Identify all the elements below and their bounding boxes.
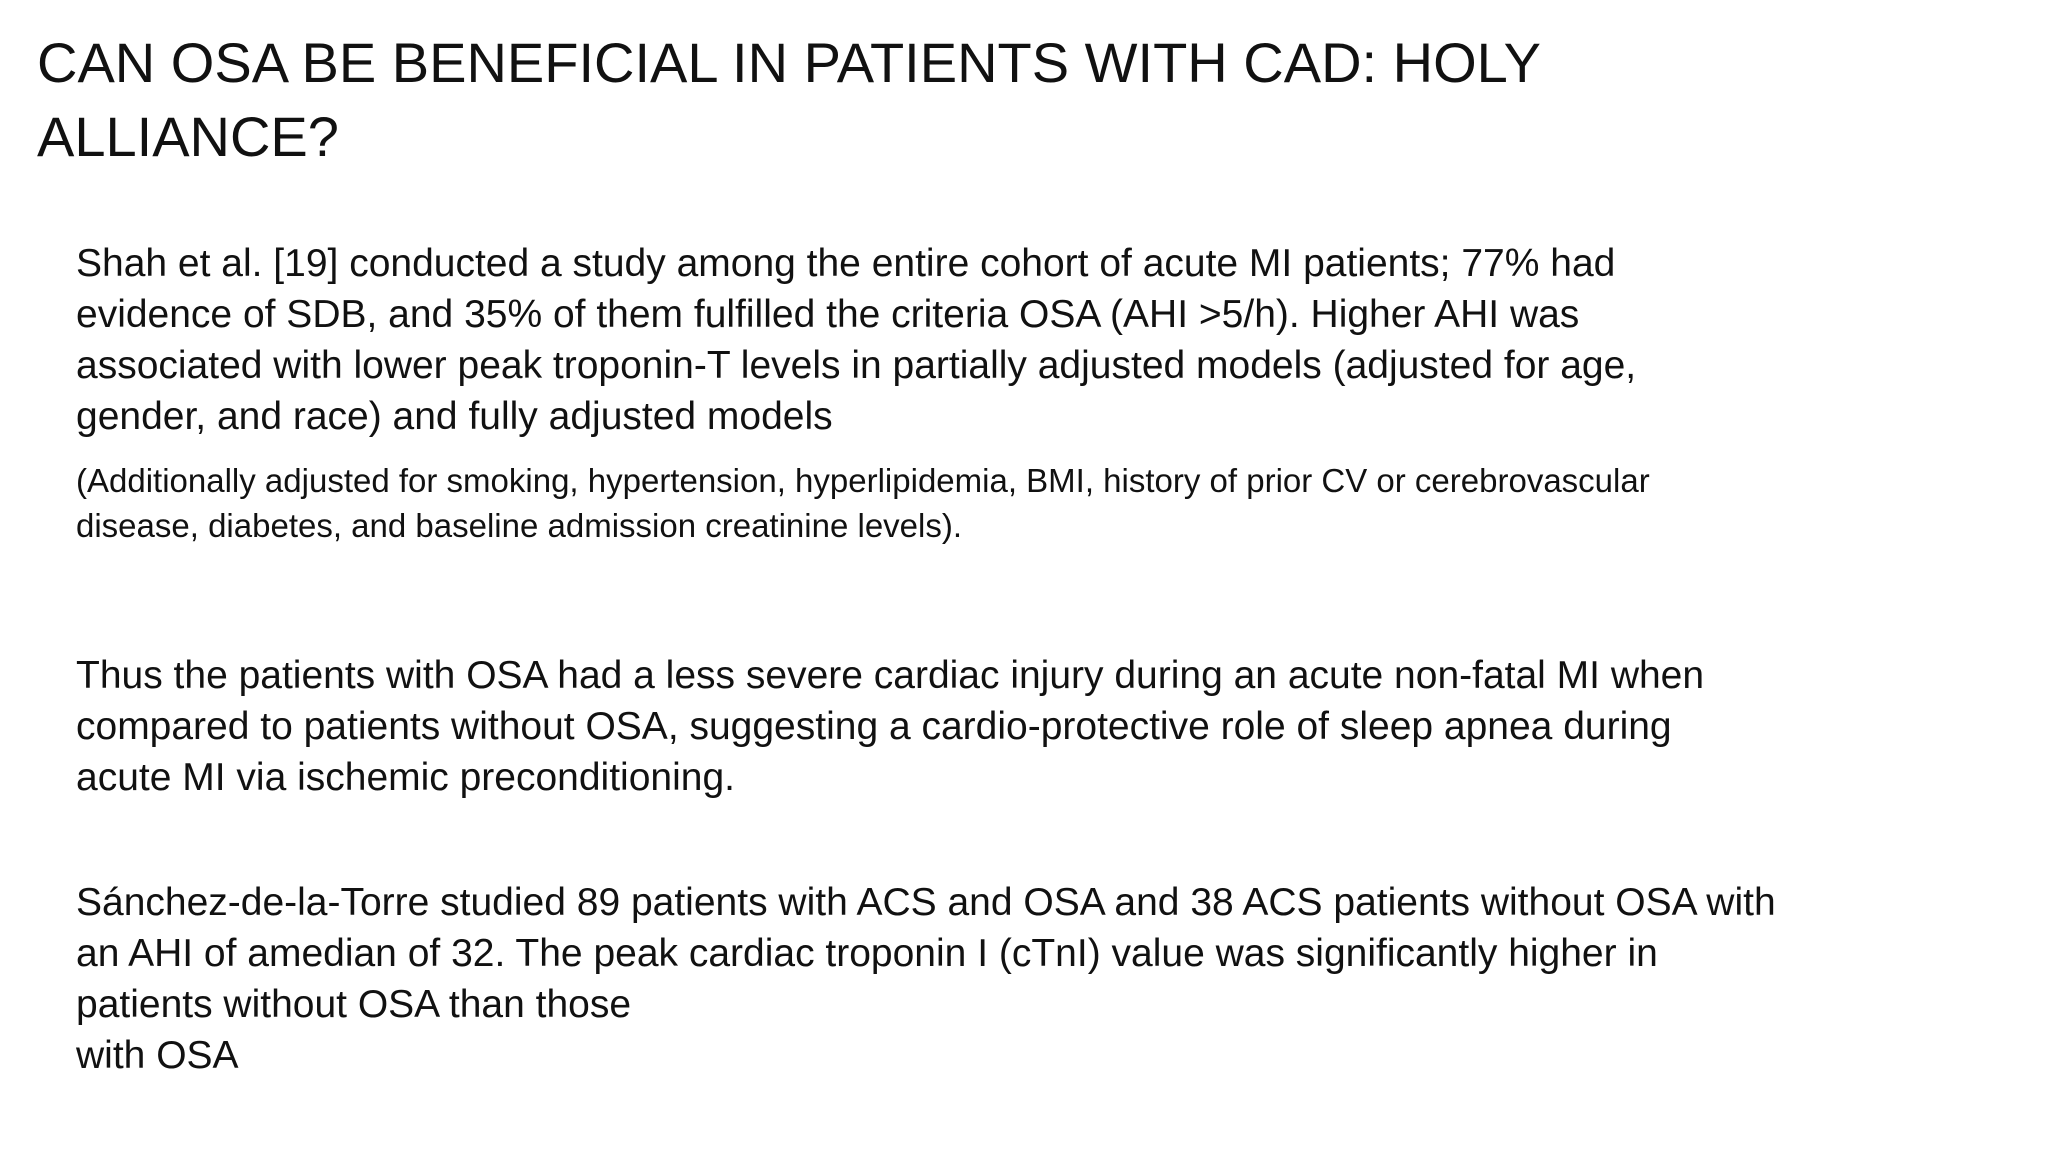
paragraph-shah-study: Shah et al. [19] conducted a study among the entire cohort of acute MI patients; 77% had evidence of SDB, and 35% of them fulfilled the criteria OSA (AHI >5/h). Higher AHI was associated with lower peak troponin-T levels in partially adjusted models (adjusted for age, gender, and race) and fully adjusted models bbox=[76, 242, 1637, 438]
paragraph-conclusion: Thus the patients with OSA had a less severe cardiac injury during an acute non-fatal MI when compared to patients without OSA, suggesting a cardio-protective role of sleep apnea during acute MI via ischemic preconditioning. bbox=[76, 654, 1705, 799]
paragraph-sanchez-study: Sánchez-de-la-Torre studied 89 patients with ACS and OSA and 38 ACS patients without OSA with an AHI of amedian of 32. The peak cardiac troponin I (cTnI) value was significantly higher in patients without OSA than those with OSA bbox=[76, 881, 1776, 1077]
paragraph-adjustment-note: (Additionally adjusted for smoking, hypertension, hyperlipidemia, BMI, history of prior CV or cerebrovascular disease, diabetes, and baseline admission creatinine levels). bbox=[76, 462, 1650, 544]
slide-body bbox=[76, 238, 1976, 1081]
slide-title: CAN OSA BE BENEFICIAL IN PATIENTS WITH CAD: HOLY ALLIANCE? bbox=[37, 31, 1541, 168]
